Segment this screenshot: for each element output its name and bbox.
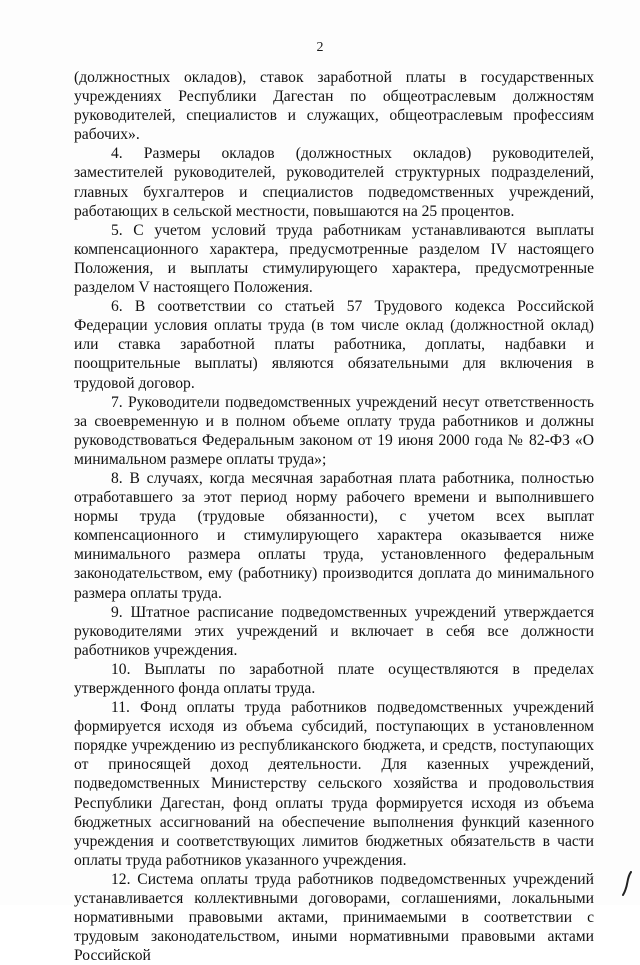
paragraph-item-10: 10. Выплаты по заработной плате осуществляются в пределах утвержденного фонда оплаты труда. <box>74 660 594 697</box>
scan-edge-mark <box>620 871 634 897</box>
paragraph-item-5: 5. С учетом условий труда работникам устанавливаются выплаты компенсационного характера, предусмотренные разделом IV настоящего Положения, и выплаты стимулирующего характера, предусмотренные разделом V настоящего Положения. <box>74 221 594 297</box>
paragraph-item-9: 9. Штатное расписание подведомственных учреждений утверждается руководителями этих учреждений и включает в себя все должности работников учреждения. <box>74 603 594 659</box>
paragraph-item-6: 6. В соответствии со статьей 57 Трудового кодекса Российской Федерации условия оплаты труда (в том числе оклад (должностной оклад) или ставка заработной платы работника, доплаты, надбавки и поощрительные выплаты) являются обязательными для включения в трудовой договор. <box>74 298 594 392</box>
paragraph-item-7: 7. Руководители подведомственных учреждений несут ответственность за своевременную и в полном объеме оплату труда работников и должны руководствоваться Федеральным законом от 19 июня 2000 года № 82-ФЗ «О минимальном размере оплаты труда»; <box>74 393 594 468</box>
paragraph-item-11: 11. Фонд оплаты труда работников подведомственных учреждений формируется исходя из объема субсидий, поступающих в установленном порядке учреждению из республиканского бюджета, и средств, поступающих от приносящей доход деятельности. Для казенных учреждений, подведомственных Министерству сельского хозяйства и продовольствия Республики Дагестан, фонд оплаты труда формируется исходя из объема бюджетных ассигнований на обеспечение выполнения функций казенного учреждения и соответствующих лимитов бюджетных обязательств в части оплаты труда работников указанного учреждения. <box>74 699 594 869</box>
paragraph-item-4: 4. Размеры окладов (должностных окладов) руководителей, заместителей руководителей, руководителей структурных подразделений, главных бухгалтеров и специалистов подведомственных учреждений, работающих в сельской местности, повышаются на 25 процентов. <box>74 145 594 220</box>
paragraph-item-12: 12. Система оплаты труда работников подведомственных учреждений устанавливается коллективными договорами, соглашениями, локальными нормативными правовыми актами, принимаемыми в соответствии с трудовым законодательством, иными нормативными правовыми актами Российской <box>74 870 594 965</box>
page-number: 2 <box>316 40 324 55</box>
document-body <box>74 68 594 965</box>
paragraph-continuation: (должностных окладов), ставок заработной платы в государственных учреждениях Республики Дагестан по общеотраслевым должностям руководителей, специалистов и служащих, общеотраслевым профессиям рабочих». <box>74 69 594 144</box>
paragraph-item-8: 8. В случаях, когда месячная заработная плата работника, полностью отработавшего за этот период норму рабочего времени и выполнившего нормы труда (трудовые обязанности), с учетом всех выплат компенсационного и стимулирующего характера оказывается ниже минимального размера оплаты труда, установленного федеральным законодательством, ему (работнику) производится доплата до минимального размера оплаты труда. <box>74 469 594 602</box>
